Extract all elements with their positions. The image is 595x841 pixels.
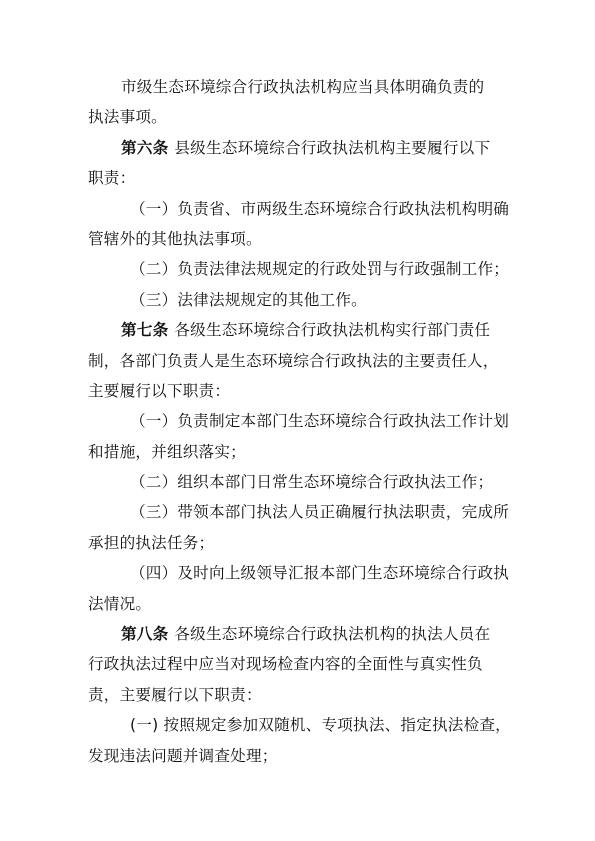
article-8-heading-line xyxy=(88,619,518,649)
paragraph-text: 各级生态环境综合行政执法机构实行部门责任 xyxy=(174,321,491,340)
paragraph-line: 执法事项。 xyxy=(88,108,167,127)
paragraph-line: 承担的执法任务； xyxy=(88,533,215,552)
paragraph-line: 主要履行以下职责： xyxy=(88,381,231,400)
article-number: 第八条 xyxy=(121,625,169,644)
paragraph-line: 管辖外的其他执法事项。 xyxy=(88,229,262,248)
list-item-line: （三）带领本部门执法人员正确履行执法职责，完成所 xyxy=(130,503,510,522)
list-item-line: （四）及时向上级领导汇报本部门生态环境综合行政执 xyxy=(130,564,510,583)
list-item-line: （二）组织本部门日常生态环境综合行政执法工作； xyxy=(130,473,494,492)
list-item-line: （一）负责制定本部门生态环境综合行政执法工作计划 xyxy=(130,412,510,431)
paragraph-line: 职责： xyxy=(88,169,136,188)
list-item-line: （二）负责法律法规规定的行政处罚与行政强制工作； xyxy=(130,260,510,279)
paragraph-line: 法情况。 xyxy=(88,594,152,613)
paragraph-line: 行政执法过程中应当对现场检查内容的全面性与真实性负 xyxy=(88,655,483,674)
paragraph-line: 制，各部门负责人是生态环境综合行政执法的主要责任人， xyxy=(88,351,499,370)
paragraph-line: 和措施，并组织落实； xyxy=(88,442,246,461)
paragraph-text: 县级生态环境综合行政执法机构主要履行以下 xyxy=(174,138,491,157)
article-6-heading-line xyxy=(88,133,518,163)
list-item-line: （一）负责省、市两级生态环境综合行政执法机构明确 xyxy=(130,199,510,218)
article-number: 第六条 xyxy=(121,138,169,157)
document-page xyxy=(88,72,518,771)
paragraph-text: 各级生态环境综合行政执法机构的执法人员在 xyxy=(174,625,491,644)
paragraph-line: 责，主要履行以下职责： xyxy=(88,685,262,704)
list-item-line: （三）法律法规规定的其他工作。 xyxy=(130,290,367,309)
article-number: 第七条 xyxy=(121,321,169,340)
paragraph-line: 发现违法问题并调查处理； xyxy=(88,746,278,765)
paragraph-line: 市级生态环境综合行政执法机构应当具体明确负责的 xyxy=(121,78,485,96)
article-7-heading-line xyxy=(88,315,518,345)
list-item-line: (一) 按照规定参加双随机、专项执法、指定执法检查， xyxy=(130,716,511,735)
